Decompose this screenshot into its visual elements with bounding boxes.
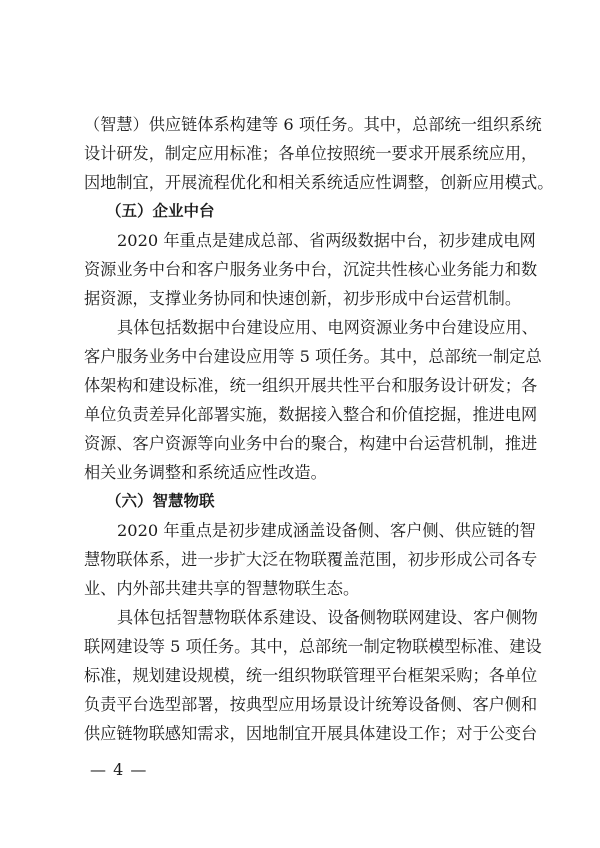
section-heading-smart-iot: （六）智慧物联 bbox=[106, 492, 215, 510]
text-line: 具体包括数据中台建设应用、电网资源业务中台建设应用、 bbox=[117, 318, 538, 337]
text-line: 体架构和建设标准，统一组织开展共性平台和服务设计研发；各 bbox=[84, 376, 538, 395]
text-line: 慧物联体系，进一步扩大泛在物联覆盖范围，初步形成公司各专 bbox=[84, 550, 538, 569]
text-line: 据资源，支撑业务协同和快速创新，初步形成中台运营机制。 bbox=[84, 289, 522, 308]
text-line: 具体包括智慧物联体系建设、设备侧物联网建设、客户侧物 bbox=[117, 608, 538, 627]
text-line: 供应链物联感知需求，因地制宜开展具体建设工作；对于公变台 bbox=[84, 724, 538, 743]
text-line: 负责平台选型部署，按典型应用场景设计统筹设备侧、客户侧和 bbox=[84, 695, 538, 714]
text-line: 客户服务业务中台建设应用等 5 项任务。其中，总部统一制定总 bbox=[84, 347, 542, 366]
text-line: 2020 年重点是建成总部、省两级数据中台，初步建成电网 bbox=[117, 231, 536, 250]
paragraph-iot-priorities bbox=[84, 516, 538, 603]
document-body bbox=[84, 110, 554, 748]
text-line: 业、内外部共建共享的智慧物联生态。 bbox=[84, 579, 360, 598]
text-line: 2020 年重点是初步建成涵盖设备侧、客户侧、供应链的智 bbox=[117, 521, 536, 540]
text-line: 因地制宜，开展流程优化和相关系统适应性调整，创新应用模式。 bbox=[84, 173, 554, 192]
text-line: 标准，规划建设规模，统一组织物联管理平台框架采购；各单位 bbox=[84, 666, 538, 685]
page-number: — 4 — bbox=[90, 760, 148, 779]
paragraph-platform-priorities bbox=[84, 226, 538, 313]
text-line: 设计研发，制定应用标准；各单位按照统一要求开展系统应用， bbox=[84, 144, 538, 163]
paragraph-iot-tasks bbox=[84, 603, 542, 748]
text-line: 单位负责差异化部署实施，数据接入整合和价值挖掘，推进电网 bbox=[84, 405, 538, 424]
text-line: （智慧）供应链体系构建等 6 项任务。其中，总部统一组织系统 bbox=[84, 115, 542, 134]
text-line: 资源业务中台和客户服务业务中台，沉淀共性核心业务能力和数 bbox=[84, 260, 538, 279]
paragraph-platform-tasks bbox=[84, 313, 542, 487]
section-heading-enterprise-platform: （五）企业中台 bbox=[106, 202, 215, 220]
text-line: 相关业务调整和系统适应性改造。 bbox=[84, 463, 327, 482]
text-line: 资源、客户资源等向业务中台的聚合，构建中台运营机制，推进 bbox=[84, 434, 538, 453]
paragraph-supply-chain bbox=[84, 110, 554, 197]
text-line: 联网建设等 5 项任务。其中，总部统一制定物联模型标准、建设 bbox=[84, 637, 542, 656]
